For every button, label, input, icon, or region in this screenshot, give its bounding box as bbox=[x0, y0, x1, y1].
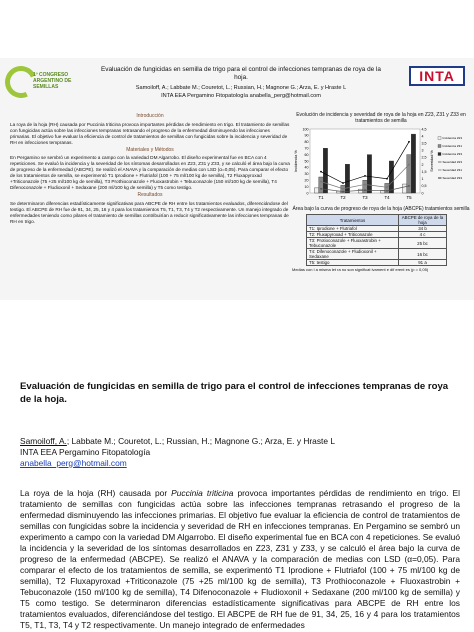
table-cell: T1: Iprodione + Flutriafol bbox=[307, 226, 399, 232]
severity-point bbox=[408, 185, 410, 187]
email-link[interactable]: anabella_perg@hotmail.com bbox=[20, 458, 127, 468]
first-author-link[interactable]: Samoiloff, A. bbox=[20, 436, 67, 446]
x-tick-label: T4 bbox=[384, 195, 390, 200]
y-tick-label: 40 bbox=[304, 165, 309, 170]
abcpe-table bbox=[306, 214, 447, 266]
body-species: Puccinia triticina bbox=[171, 488, 234, 498]
y2-tick-label: 2,5 bbox=[421, 155, 427, 160]
bar bbox=[363, 180, 367, 193]
severity-point bbox=[320, 181, 322, 183]
bar bbox=[314, 188, 318, 193]
intro-heading: Introducción bbox=[136, 113, 164, 119]
bar bbox=[358, 189, 362, 193]
x-tick-label: T1 bbox=[318, 195, 324, 200]
table-title: Área bajo la curva de progreso de roya de la hoja (ABCPE) tratamientos semilla bbox=[292, 206, 470, 212]
legend-swatch bbox=[438, 137, 441, 140]
bar bbox=[367, 155, 371, 193]
table-header-tratamientos: Tratamientos bbox=[307, 215, 399, 226]
legend-swatch bbox=[438, 153, 441, 156]
legend-label: Severidad Z33 bbox=[442, 176, 463, 180]
y2-tick-label: 1,5 bbox=[421, 169, 427, 174]
results-text: Se determinaron diferencias estadísticamente significativas para ABCPE de RH entre los tratamientos evaluados, diferenciándose del testigo. El ABCPE de RH fue de 91, 34, 25, 16 y 4 para los tratamientos T5, T1, T3, T4 y T2 respectivamente. Un manejo integrado de enfermedades teniendo como pilares el tratamiento de semillas contribuirían a reducir significativamente las infecciones tempranas de RH en trigo. bbox=[10, 200, 289, 224]
bar bbox=[407, 155, 411, 193]
table-cell: 91 a bbox=[399, 260, 447, 266]
y2-tick-label: 3 bbox=[421, 148, 424, 153]
y2-tick-label: 1 bbox=[421, 177, 424, 182]
severity-point bbox=[364, 175, 366, 177]
y-tick-label: 60 bbox=[304, 152, 309, 157]
severity-point bbox=[342, 182, 344, 184]
y2-tick-label: 0 bbox=[421, 191, 424, 196]
x-tick-label: T5 bbox=[406, 195, 412, 200]
methods-text: En Pergamino se sembró un experimento a campo con la variedad DM Algarrobo. El diseño experimental fue en BCA con 4 repeticiones. Se evaluó la incidencia y la severidad de los síntomas desarrollados en Z23, Z31 y Z33, y se calculó el área bajo la curva de progreso de la enfermedad (ABCPE). Se realizó el ANAVA y la comparación de medias con LSD (α=0,05). Para comparar el efecto de los tratamientos de semilla, se experimentó T1 Iprodione + Flutriafol (100 + 75 ml/100 kg de semilla), T2 Fluxapyroxad +Triticonazole (75 +25 ml/100 kg de semilla), T3 Prothioconazole + Fluoxastrobin + Tebuconazole (150 ml/100 kg de semilla), T4 Difenoconazole + Fludioxonil + Sedaxane (200 ml/100 kg de semilla) y T5 como testigo. bbox=[10, 155, 290, 190]
poster-affiliation: INTA EEA Pergamino Fitopatología anabella_perg@hotmail.com bbox=[161, 92, 321, 99]
table-row bbox=[307, 238, 447, 249]
incidence-severity-chart bbox=[292, 125, 470, 205]
bar bbox=[402, 184, 406, 193]
bar bbox=[411, 134, 415, 193]
y2-tick-label: 3,5 bbox=[421, 141, 427, 146]
table-note: Medias con l a misma let ra no son significat ivament e dif erent es (p = 0,05) bbox=[292, 267, 429, 272]
congress-logo bbox=[3, 62, 73, 104]
y-tick-label: 0 bbox=[306, 191, 309, 196]
bar bbox=[345, 164, 349, 193]
table-cell: 16 bc bbox=[399, 249, 447, 260]
intro-text: La roya de la hoja (RH) causada por Puccinia triticina provoca importantes pérdidas de rendimiento en trigo. El tratamiento de semillas con fungicidas actúa sobre las infecciones tempranas retrasando el progreso de la enfermedad disminuyendo las infecciones primarias. El objetivo fue evaluar la eficiencia de control de tratamientos de semillas con fungicidas sobre la incidencia y severidad de RH en infecciones tempranas. bbox=[10, 121, 290, 145]
y-tick-label: 90 bbox=[304, 133, 309, 138]
severity-point bbox=[408, 141, 410, 143]
poster-authors: Samoiloff, A.; Labbate M.; Couretot, L.; Russian, H.; Magnone G.; Arza, E. y Hraste L bbox=[135, 85, 347, 91]
table-header-abcpe: ABCPE de roya de la hoja bbox=[399, 215, 447, 226]
y2-axis-label: Severidad % bbox=[430, 150, 434, 172]
x-tick-label: T3 bbox=[362, 195, 368, 200]
severity-point bbox=[386, 186, 388, 188]
severity-point bbox=[342, 191, 344, 193]
x-tick-label: T2 bbox=[340, 195, 346, 200]
table-cell: T3: Protioconazole + Fluoxastrobin + Tebuconazole bbox=[307, 238, 399, 249]
poster-left-column bbox=[10, 112, 290, 226]
table-cell: 4 c bbox=[399, 232, 447, 238]
document-body bbox=[20, 488, 460, 631]
y-tick-label: 100 bbox=[302, 127, 309, 132]
severity-point bbox=[364, 184, 366, 186]
severity-point bbox=[386, 190, 388, 192]
y-tick-label: 50 bbox=[304, 159, 309, 164]
legend-label: Severidad Z23 bbox=[442, 160, 463, 164]
severity-point bbox=[320, 188, 322, 190]
legend-label: Incidencia Z33 bbox=[442, 152, 463, 156]
table-cell: T4: Difenoconazole + Fludioxonil + Sedaxane bbox=[307, 249, 399, 260]
poster-authors-block bbox=[96, 85, 386, 100]
poster-image bbox=[0, 58, 474, 300]
document-authors bbox=[20, 436, 460, 447]
congress-logo-text: 1º CONGRESO ARGENTINO DE SEMILLAS bbox=[33, 72, 72, 90]
severity-point bbox=[342, 188, 344, 190]
severity-point bbox=[408, 164, 410, 166]
y-axis-label: Incidencia % bbox=[294, 150, 298, 172]
poster-right-column bbox=[292, 112, 470, 272]
y-tick-label: 20 bbox=[304, 178, 309, 183]
y2-tick-label: 0,5 bbox=[421, 184, 427, 189]
body-text-start: La roya de la hoja (RH) causada por bbox=[20, 488, 172, 498]
bar bbox=[389, 161, 393, 193]
y-tick-label: 70 bbox=[304, 146, 309, 151]
severity-point bbox=[364, 189, 366, 191]
body-text-rest: provoca importantes pérdidas de rendimiento en trigo. El tratamiento de semillas con fungicidas actúa sobre las infecciones tempranas retrasando el progreso de la enfermedad disminuyendo las infecciones primarias. El objetivo fue evaluar la eficiencia de control de tratamientos de semillas con fungicidas sobre la incidencia y severidad de RH en infecciones tempranas. En Pergamino se sembró un experimento a campo con la variedad DM Algarrobo. El diseño experimental fue en BCA con 4 repeticiones. Se evaluó la incidencia y la severidad de los síntomas desarrollados en Z23, Z31 y Z33, y se calculó el área bajo la curva de progreso de la enfermedad (ABCPE). Se realizó el ANAVA y la comparación de medias con LSD (α=0,05). Para comparar el efecto de los tratamientos de semilla, se experimentó T1 Iprodione + Flutriafol (100 + 75 ml/100 kg de semilla), T2 Fluxapyroxad +Triticonazole (75 +25 ml/100 kg de semilla), T3 Prothioconazole + Fluoxastrobin + Tebuconazole (150 ml/100 kg de semilla), T4 Difenoconazole + Fludioxonil + Sedaxane (200 ml/100 kg de semilla) y T5 como testigo. Se determinaron diferencias estadísticamente significativas para ABCPE de RH entre los tratamientos evaluados, diferenciándose del testigo. El ABCPE de RH fue de 91, 34, 25, 16 y 4 para los tratamientos T5, T1, T3, T4 y T2 respectivamente. Un manejo integrado de enfermedades bbox=[20, 488, 461, 630]
table-cell: T2: Fluxapyroxad + Triticonazole bbox=[307, 232, 399, 238]
y-tick-label: 30 bbox=[304, 172, 309, 177]
poster-title: Evaluación de fungicidas en semilla de trigo para el control de infecciones tempranas de roya de la hoja. bbox=[101, 66, 381, 81]
y2-tick-label: 4 bbox=[421, 134, 424, 139]
legend-label: Incidencia Z23 bbox=[442, 136, 463, 140]
table-cell: 34 b bbox=[399, 226, 447, 232]
table-row bbox=[307, 260, 447, 266]
severity-point bbox=[386, 178, 388, 180]
document-affiliation: INTA EEA Pergamino Fitopatología bbox=[20, 447, 151, 457]
legend-swatch bbox=[438, 145, 441, 148]
methods-heading: Materiales y Métodos bbox=[126, 146, 174, 153]
y-tick-label: 10 bbox=[304, 184, 309, 189]
results-heading: Resultados bbox=[137, 191, 163, 198]
table-cell: 25 bc bbox=[399, 238, 447, 249]
bar bbox=[319, 177, 323, 193]
y2-tick-label: 4,5 bbox=[421, 127, 427, 132]
y2-tick-label: 2 bbox=[421, 162, 424, 167]
severity-point bbox=[320, 171, 322, 173]
y-tick-label: 80 bbox=[304, 140, 309, 145]
document-authors-block bbox=[20, 436, 460, 469]
table-row bbox=[307, 249, 447, 260]
table-cell: T5: testigo bbox=[307, 260, 399, 266]
document-title: Evaluación de fungicidas en semilla de trigo para el control de infecciones tempranas de roya de la hoja. bbox=[20, 381, 449, 405]
chart-title: Evolución de incidencia y severidad de roya de la hoja en Z23, Z31 y Z33 en tratamientos de semilla bbox=[296, 112, 466, 124]
legend-label: Severidad Z31 bbox=[442, 168, 463, 172]
bar bbox=[323, 148, 327, 193]
other-authors: ; Labbate M.; Couretot, L.; Russian, H.; Magnone G.; Arza, E. y Hraste L bbox=[66, 436, 336, 446]
legend-label: Incidencia Z31 bbox=[442, 144, 463, 148]
inta-logo: INTA bbox=[409, 66, 465, 86]
